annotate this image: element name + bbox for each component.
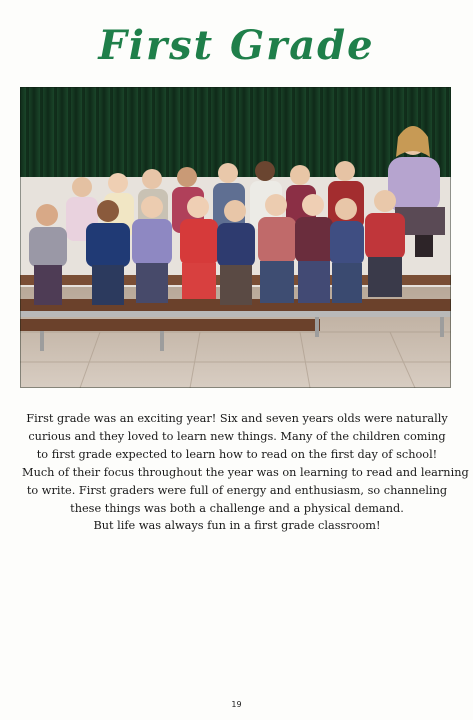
paragraph-line: these things was both a challenge and a physical demand. bbox=[70, 501, 404, 515]
intro-paragraph bbox=[22, 410, 469, 535]
page-title: First Grade bbox=[98, 22, 375, 69]
paragraph-line: But life was always fun in a first grade classroom! bbox=[93, 519, 381, 533]
class-photo bbox=[20, 87, 451, 388]
paragraph-line: curious and they loved to learn new things. Many of the children coming bbox=[28, 429, 446, 443]
paragraph-line: to first grade expected to learn how to read on the first day of school! bbox=[36, 447, 438, 461]
paragraph-line: to write. First graders were full of energy and enthusiasm, so channeling bbox=[26, 483, 448, 497]
paragraph-line: First grade was an exciting year! Six and seven years olds were naturally bbox=[26, 412, 448, 425]
paragraph-line: Much of their focus throughout the year was on learning to read and learning bbox=[22, 465, 469, 479]
page-number: 19 bbox=[231, 700, 242, 709]
